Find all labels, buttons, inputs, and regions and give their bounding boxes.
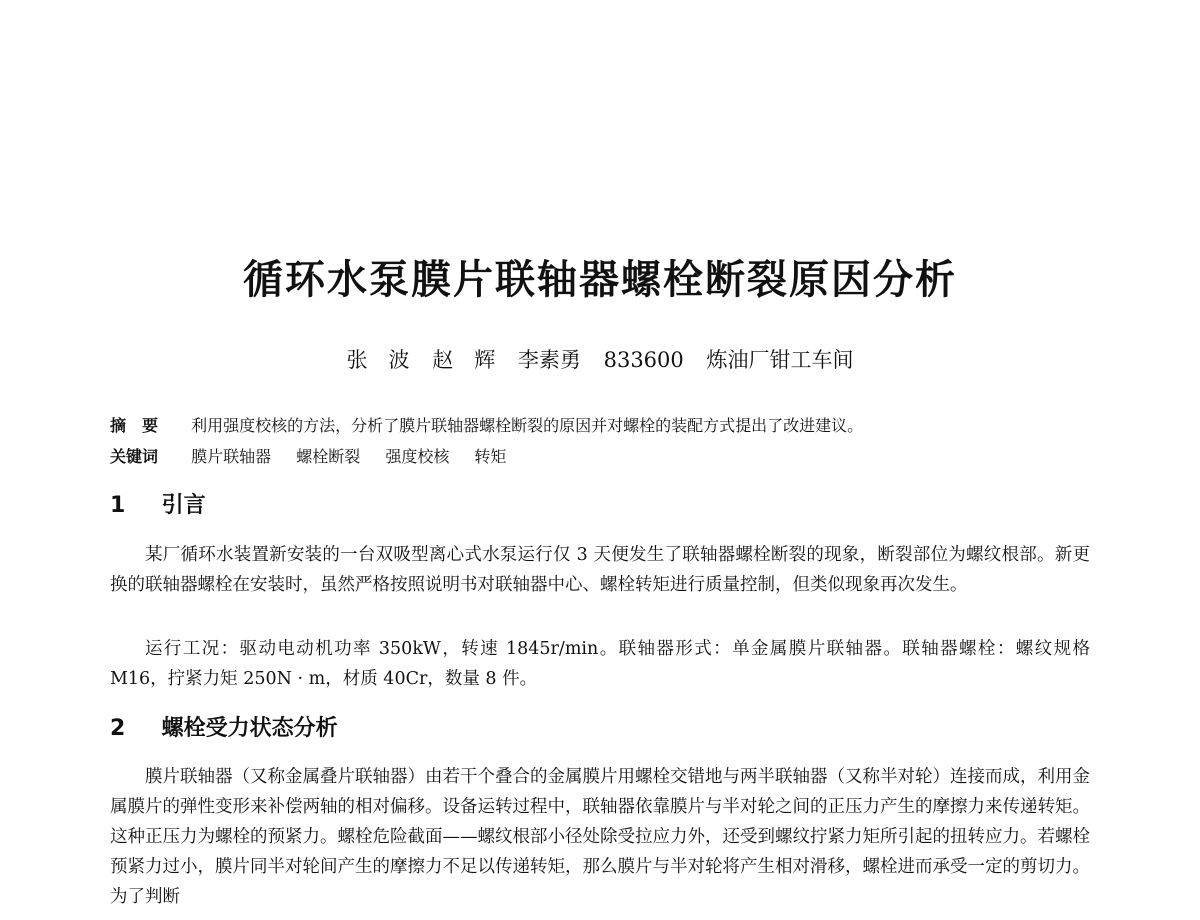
affiliation: 炼油厂钳工车间 [706,348,854,372]
section-title: 螺栓受力状态分析 [161,716,338,741]
section-number: 2 [110,716,126,741]
keywords-label: 关键词 [110,447,159,466]
keyword: 强度校核 [385,447,450,466]
paper-title: 循环水泵膜片联轴器螺栓断裂原因分析 [243,257,957,303]
postcode: 833600 [603,348,684,372]
keyword: 转矩 [474,447,507,466]
section-title: 引言 [161,493,206,518]
keywords [110,444,1100,470]
body-paragraph: 运行工况：驱动电动机功率 350kW，转速 1845r/min。联轴器形式：单金属膜片联轴器。联轴器螺栓：螺纹规格 M16，拧紧力矩 250N · m，材质 40Cr，数量 8 件。 [110,639,1090,689]
keyword: 螺栓断裂 [296,447,361,466]
body-paragraph: 膜片联轴器（又称金属叠片联轴器）由若干个叠合的金属膜片用螺栓交错地与两半联轴器（又称半对轮）连接而成，利用金属膜片的弹性变形来补偿两轴的相对偏移。设备运转过程中，联轴器依靠膜片与半对轮之间的正压力产生的摩擦力来传递转矩。这种正压力为螺栓的预紧力。螺栓危险截面——螺纹根部小径处除受拉应力外，还受到螺纹拧紧力矩所引起的扭转应力。若螺栓预紧力过小，膜片同半对轮间产生的摩擦力不足以传递转矩，那么膜片与半对轮将产生相对滑移，螺栓进而承受一定的剪切力。为了判断 [110,767,1090,907]
author-name: 张 波 [346,348,410,372]
abstract-label: 摘 要 [110,416,159,435]
body-paragraph: 某厂循环水装置新安装的一台双吸型离心式水泵运行仅 3 天便发生了联轴器螺栓断裂的现象，断裂部位为螺纹根部。新更换的联轴器螺栓在安装时，虽然严格按照说明书对联轴器中心、螺栓转矩进行质量控制，但类似现象再次发生。 [110,545,1090,595]
author-line [0,345,1200,375]
abstract-text: 利用强度校核的方法，分析了膜片联轴器螺栓断裂的原因并对螺栓的装配方式提出了改进建议。 [191,416,864,435]
author-name: 赵 辉 [432,348,496,372]
keyword: 膜片联轴器 [191,447,272,466]
author-name: 李素勇 [517,348,581,372]
abstract [110,413,1100,439]
section-heading [110,490,206,522]
section-heading [110,713,338,745]
section-number: 1 [110,493,126,518]
